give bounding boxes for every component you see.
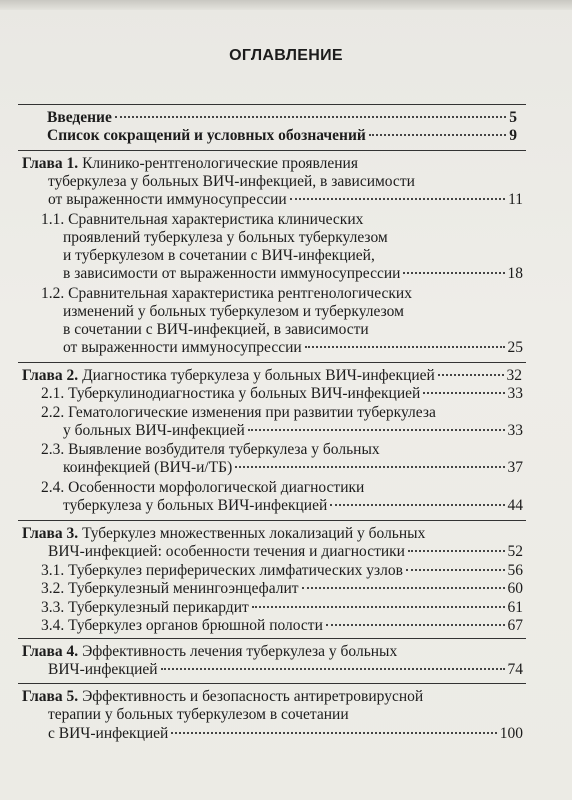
toc-entry-3-2[interactable]: 3.2. Туберкулезный менингоэнцефалит 60 xyxy=(41,580,523,597)
toc-entry-2-1[interactable]: 2.1. Туберкулинодиагностика у больных ВИЧ-инфекцией 33 xyxy=(41,385,523,402)
toc-entry-chapter-1-line: туберкулеза у больных ВИЧ-инфекцией, в зависимости xyxy=(48,173,415,190)
toc-entry-3-4[interactable]: 3.4. Туберкулез органов брюшной полости 67 xyxy=(41,617,523,634)
toc-entry-chapter-5-line: терапии у больных туберкулезом в сочетании xyxy=(48,706,349,723)
toc-entry-chapter-3[interactable]: Глава 3. Туберкулез множественных локализаций у больных xyxy=(22,525,426,542)
toc-entry-chapter-5-line: с ВИЧ-инфекцией 100 xyxy=(48,725,523,742)
toc-entry-2-4-line: туберкулеза у больных ВИЧ-инфекцией 44 xyxy=(63,497,523,514)
toc-entry-2-2-line: у больных ВИЧ-инфекцией 33 xyxy=(63,422,523,439)
toc-entry-1-2[interactable]: 1.2. Сравнительная характеристика рентгенологических xyxy=(41,285,412,302)
toc-entry-2-3-line: коинфекцией (ВИЧ-и/ТБ) 37 xyxy=(63,459,523,476)
toc-entry-2-4[interactable]: 2.4. Особенности морфологической диагностики xyxy=(41,479,365,496)
toc-entry-3-1[interactable]: 3.1. Туберкулез периферических лимфатических узлов 56 xyxy=(41,562,523,579)
toc-entry-2-2[interactable]: 2.2. Гематологические изменения при развитии туберкулеза xyxy=(41,404,436,421)
toc-entry-chapter-1-line: от выраженности иммуносупрессии 11 xyxy=(48,191,523,208)
toc-entry-3-3[interactable]: 3.3. Туберкулезный перикардит 61 xyxy=(41,599,523,616)
toc-entry-1-1-line: в зависимости от выраженности иммуносупрессии 18 xyxy=(63,265,523,282)
toc-entry-chapter-3-line: ВИЧ-инфекцией: особенности течения и диагностики 52 xyxy=(48,543,523,560)
toc-entry-2-3[interactable]: 2.3. Выявление возбудителя туберкулеза у больных xyxy=(41,441,380,458)
toc-entry-intro[interactable]: Введение 5 xyxy=(47,109,517,126)
toc-entry-chapter-4-line: ВИЧ-инфекцией 74 xyxy=(48,661,523,678)
toc-entry-chapter-2[interactable]: Глава 2. Диагностика туберкулеза у больных ВИЧ-инфекцией 32 xyxy=(22,367,522,384)
toc-entry-1-2-line: изменений у больных туберкулезом и туберкулезом xyxy=(63,303,404,320)
toc-entry-1-1-line: и туберкулезом в сочетании с ВИЧ-инфекцией, xyxy=(63,247,375,264)
toc-entry-chapter-4[interactable]: Глава 4. Эффективность лечения туберкулеза у больных xyxy=(22,643,398,660)
toc-entry-1-1-line: проявлений туберкулеза у больных туберкулезом xyxy=(63,229,388,246)
toc-entry-1-2-line: от выраженности иммуносупрессии 25 xyxy=(63,339,523,356)
toc-entry-chapter-5[interactable]: Глава 5. Эффективность и безопасность антиретровирусной xyxy=(22,688,424,705)
toc-entry-chapter-1[interactable]: Глава 1. Клинико-рентгенологические проявления xyxy=(22,155,358,172)
toc-entry-1-1[interactable]: 1.1. Сравнительная характеристика клинических xyxy=(41,211,364,228)
toc-entry-1-2-line: в сочетании с ВИЧ-инфекцией, в зависимости xyxy=(63,321,369,338)
toc-entry-abbreviations[interactable]: Список сокращений и условных обозначений 9 xyxy=(47,127,517,144)
toc-heading: ОГЛАВЛЕНИЕ xyxy=(229,47,343,64)
